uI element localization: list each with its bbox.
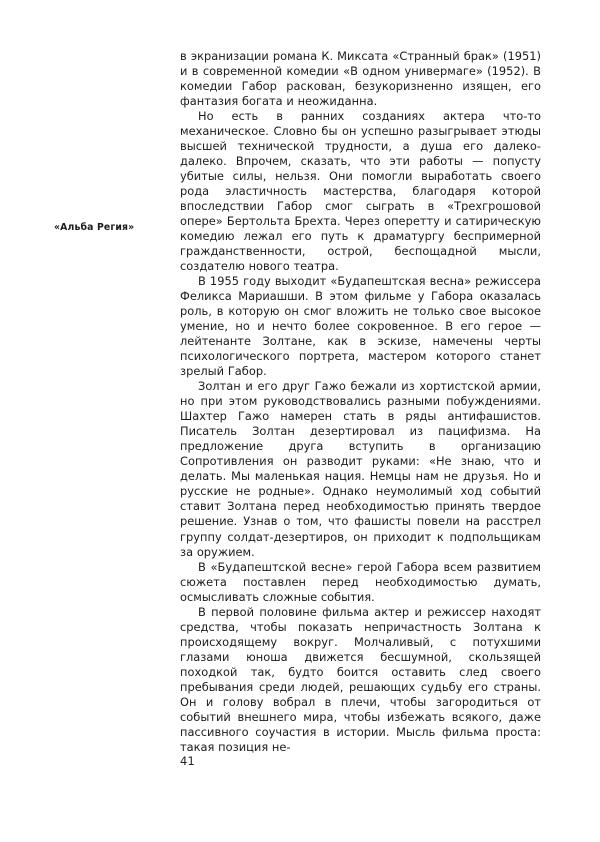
page-number: 41 (180, 754, 195, 768)
paragraph-6: В первой половине фильма актер и режиссер находят средства, чтобы показать непричастность Золтана к происходящему вокруг. Молчаливый, с потухшими глазами юноша движется бесшумной, скользящей походкой так, будто боится оставить след своего пребывания среди людей, решающих судьбу его страны. Он и голову вобрал в плечи, чтобы загородиться от событий внешнего мира, чтобы избежать всякого, даже пассивного соучастия в истории. Мысль фильма проста: такая позиция не- (180, 604, 541, 754)
body-text-column (180, 49, 541, 755)
paragraph-4: Золтан и его друг Гажо бежали из хортистской армии, но при этом руководствовались разными побуждениями. Шахтер Гажо намерен стать в ряды антифашистов. Писатель Золтан дезертировал из пацифизма. На предложение друга вступить в организацию Сопротивления он разводит руками: «Не знаю, что и делать. Мы маленькая нация. Немцы нам не друзья. Но и русские не родные». Однако неумолимый ход событий ставит Золтана перед необходимостью принять твердое решение. Узнав о том, что фашисты повели на расстрел группу солдат-дезертиров, он приходит к подпольщикам за оружием. (180, 379, 541, 559)
margin-note-alba-regia: «Альба Регия» (54, 222, 135, 233)
paragraph-3: В 1955 году выходит «Будапештская весна» режиссера Феликса Мариашши. В этом фильме у Габора оказалась роль, в которую он смог вложить не только свое высокое умение, но и нечто более сокровенное. В его герое — лейтенанте Золтане, как в эскизе, намечены черты психологического портрета, мастером которого станет зрелый Габор. (180, 274, 541, 379)
paragraph-2: Но есть в ранних созданиях актера что-то механическое. Словно бы он успешно разыгрывает этюды высшей технической трудности, а душа его далеко-далеко. Впрочем, сказать, что эти работы — попусту убитые силы, нельзя. Они помогли выработать своего рода эластичность мастерства, благодаря которой впоследствии Габор смог сыграть в «Трехгрошовой опере» Бертольта Брехта. Через оперетту и сатирическую комедию лежал его путь к драматургу беспримерной гражданственности, острой, беспощадной мысли, создателю нового театра. (180, 109, 541, 274)
paragraph-5: В «Будапештской весне» герой Габора всем развитием сюжета поставлен перед необходимостью думать, осмысливать сложные события. (180, 559, 541, 604)
paragraph-1: в экранизации романа К. Миксата «Странный брак» (1951) и в современной комедии «В одном универмаге» (1952). В комедии Габор раскован, безукоризненно изящен, его фантазия богата и неожиданна. (180, 49, 541, 109)
